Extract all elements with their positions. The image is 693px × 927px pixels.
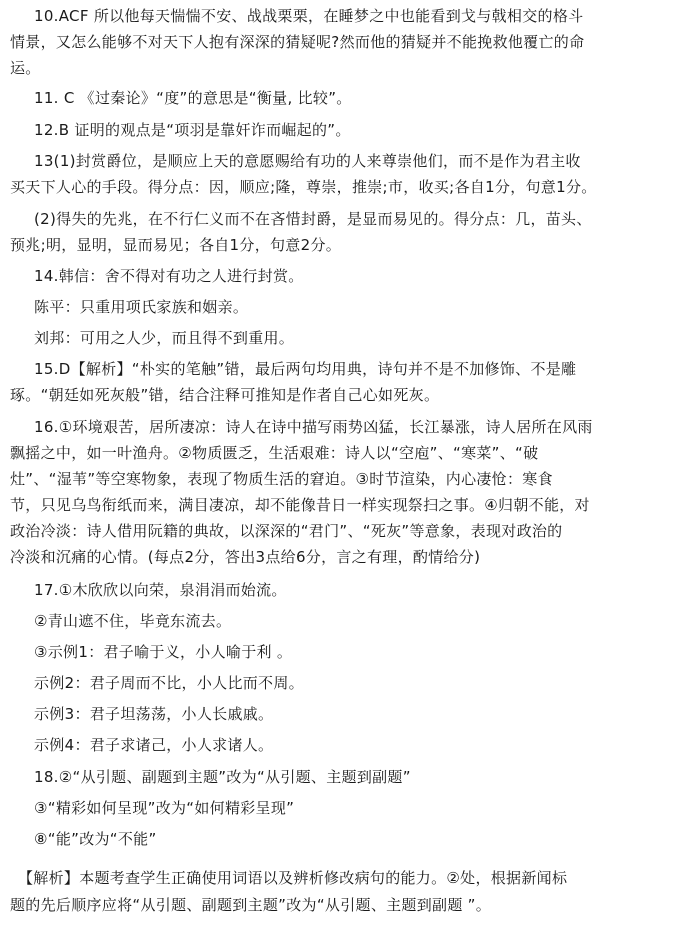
text-line: ⑧“能”改为“不能” xyxy=(34,830,157,848)
text-line: 13(1)封赏爵位，是顺应上天的意愿赐给有功的人来尊崇他们，而不是作为君主收 xyxy=(34,152,581,170)
text-line: 节，只见乌鸟衔纸而来，满目凄凉，却不能像昔日一样实现祭扫之事。④归朝不能，对 xyxy=(10,496,590,514)
text-line: 预兆;明，显明，显而易见；各自1分，句意2分。 xyxy=(10,236,342,254)
text-line: 16.①环境艰苦，居所凄凉：诗人在诗中描写雨势凶猛，长江暴涨，诗人居所在风雨 xyxy=(34,418,593,436)
text-line: 题的先后顺序应将“从引题、副题到主题”改为“从引题、主题到副题 ”。 xyxy=(10,896,492,914)
text-line: 14.韩信：舍不得对有功之人进行封赏。 xyxy=(34,267,304,285)
text-line: 刘邦：可用之人少，而且得不到重用。 xyxy=(34,329,295,347)
text-line: 18.②“从引题、副题到主题”改为“从引题、主题到副题” xyxy=(34,768,411,786)
text-line: 情景，又怎么能够不对天下人抱有深深的猜疑呢?然而他的猜疑并不能挽救他覆亡的命 xyxy=(10,33,585,51)
text-line: 17.①木欣欣以向荣，泉涓涓而始流。 xyxy=(34,581,287,599)
text-line: (2)得失的先兆，在不行仁义而不在吝惜封爵，是显而易见的。得分点：几，苗头、 xyxy=(34,210,592,228)
text-line: 买天下人心的手段。得分点：因，顺应;隆，尊崇，推崇;市，收买;各自1分，句意1分。 xyxy=(10,178,597,196)
text-line: 运。 xyxy=(10,59,41,77)
text-line: 琢。“朝廷如死灰般”错，结合注释可推知是作者自己心如死灰。 xyxy=(10,386,440,404)
text-line: 示例3：君子坦荡荡，小人长戚戚。 xyxy=(34,705,274,723)
text-line: 11. C 《过秦论》“度”的意思是“衡量, 比较”。 xyxy=(34,89,352,107)
text-line: 冷淡和沉痛的心情。(每点2分，答出3点给6分，言之有理，酌情给分) xyxy=(10,548,481,566)
text-line: 政治冷淡：诗人借用阮籍的典故，以深深的“君门”、“死灰”等意象，表现对政治的 xyxy=(10,522,563,540)
text-line: 陈平：只重用项氏家族和姻亲。 xyxy=(34,298,249,316)
text-line: ③示例1：君子喻于义，小人喻于利 。 xyxy=(34,643,293,661)
text-line: 12.B 证明的观点是“项羽是靠奸诈而崛起的”。 xyxy=(34,121,351,139)
text-line: 【解析】本题考查学生正确使用词语以及辨析修改病句的能力。②处，根据新闻标 xyxy=(18,869,568,887)
text-line: ②青山遮不住，毕竟东流去。 xyxy=(34,612,232,630)
text-line: 15.D【解析】“朴实的笔触”错，最后两句均用典，诗句并不是不加修饰、不是雕 xyxy=(34,360,577,378)
text-line: 示例4：君子求诸己，小人求诸人。 xyxy=(34,736,274,754)
text-line: 飘摇之中，如一叶渔舟。②物质匮乏，生活艰难：诗人以“空庖”、“寒菜”、“破 xyxy=(10,444,539,462)
text-line: ③“精彩如何呈现”改为“如何精彩呈现” xyxy=(34,799,295,817)
text-line: 10.ACF 所以他每天惴惴不安、战战栗栗，在睡梦之中也能看到戈与戟相交的格斗 xyxy=(34,7,584,25)
text-line: 示例2：君子周而不比，小人比而不周。 xyxy=(34,674,304,692)
text-line: 灶”、“湿苇”等空寒物象，表现了物质生活的窘迫。③时节渲染，内心凄怆：寒食 xyxy=(10,470,553,488)
